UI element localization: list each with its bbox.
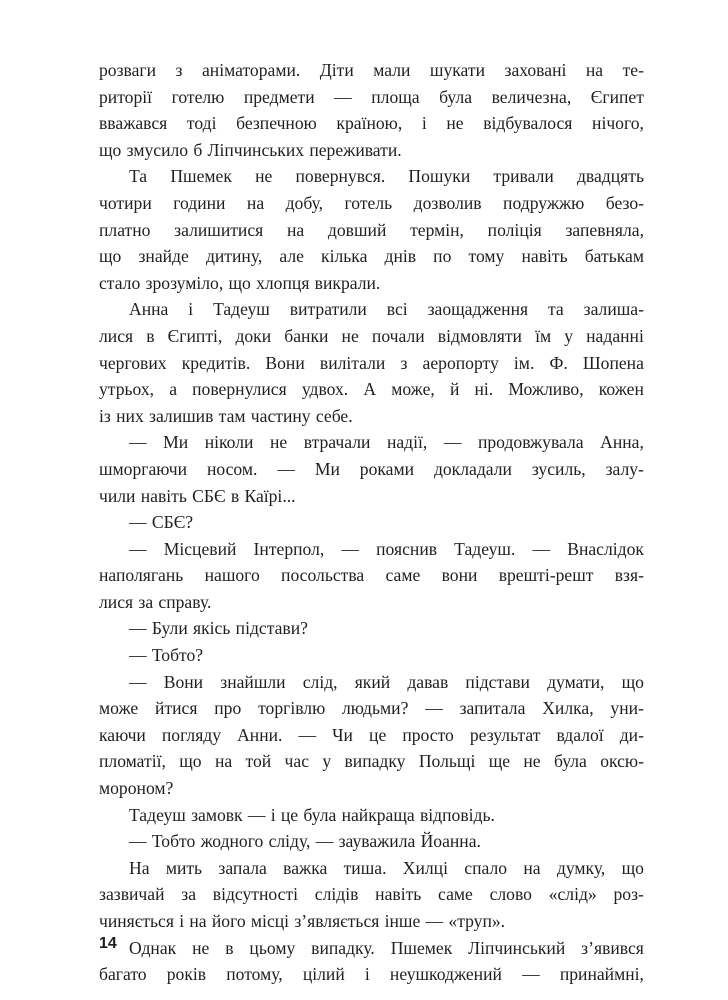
text-line: лися за справу.	[99, 591, 212, 612]
text-line: утрьох, а повернулися удвох. А може, й ні. Можливо, кожен	[99, 379, 644, 400]
text-line: зазвичай за відсутності слідів навіть саме слово «слід» роз-	[99, 884, 644, 905]
text-line: Та Пшемек не повернувся. Пошуки тривали двадцять	[129, 166, 644, 187]
text-line: розваги з аніматорами. Діти мали шукати заховані на те-	[99, 60, 644, 80]
text-line: — Вони знайшли слід, який давав підстави думати, що	[129, 671, 644, 692]
text-line: Однак не в цьому випадку. Пшемек Ліпчинський з’явився	[129, 937, 644, 958]
text-line: чергових кредитів. Вони вилітали з аеропорту ім. Ф. Шопена	[99, 352, 644, 373]
text-line: — СБЄ?	[129, 512, 194, 533]
text-line: риторії готелю предмети — площа була величезна, Єгипет	[99, 86, 644, 107]
text-line: чотири години на добу, готель дозволив подружжю безо-	[99, 192, 644, 213]
text-line: чили навіть СБЄ в Каїрі...	[99, 485, 296, 506]
text-line: вважався тоді безпечною країною, і не відбувалося нічого,	[99, 113, 644, 134]
text-line: — Ми ніколи не втрачали надії, — продовжувала Анна,	[129, 432, 644, 453]
text-line: — Були якісь підстави?	[129, 618, 308, 639]
page-body	[99, 57, 644, 988]
text-line: наполягань нашого посольства саме вони врешті-решт взя-	[99, 565, 644, 586]
text-line: пломатії, що на той час у випадку Польщі ще не була оксю-	[99, 751, 644, 772]
text-line: — Тобто жодного сліду, — зауважила Йоанна.	[129, 831, 481, 852]
text-line: каючи погляду Анни. — Чи це просто результат вдалої ди-	[99, 724, 644, 745]
page-number: 14	[99, 935, 117, 952]
text-line: чиняється і на його місці з’являється інше — «труп».	[99, 911, 506, 931]
text-line: шморгаючи носом. — Ми роками докладали зусиль, залу-	[99, 458, 644, 479]
text-line: із них залишив там частину себе.	[99, 405, 353, 426]
text-line: що знайде дитину, але кілька днів по тому навіть батькам	[99, 246, 644, 267]
text-line: мороном?	[99, 778, 174, 799]
text-line: лися в Єгипті, доки банки не почали відмовляти їм у наданні	[99, 325, 644, 346]
text-line: може йтися про торгівлю людьми? — запитала Хилка, уни-	[99, 698, 644, 719]
text-line: що змусило б Ліпчинських переживати.	[99, 139, 402, 160]
text-line: — Тобто?	[129, 645, 204, 666]
text-line: На мить запала важка тиша. Хилці спало на думку, що	[129, 857, 644, 878]
text-line: — Місцевий Інтерпол, — пояснив Тадеуш. — Внаслідок	[129, 538, 644, 559]
text-line: стало зрозуміло, що хлопця викрали.	[99, 272, 381, 293]
text-line: багато років потому, цілий і неушкоджений — принаймні,	[99, 964, 644, 985]
text-line: платно залишитися на довший термін, поліція запевняла,	[99, 219, 644, 240]
text-line: Тадеуш замовк — і це була найкраща відповідь.	[129, 804, 495, 825]
text-line: Анна і Тадеуш витратили всі заощадження та залиша-	[129, 299, 644, 320]
